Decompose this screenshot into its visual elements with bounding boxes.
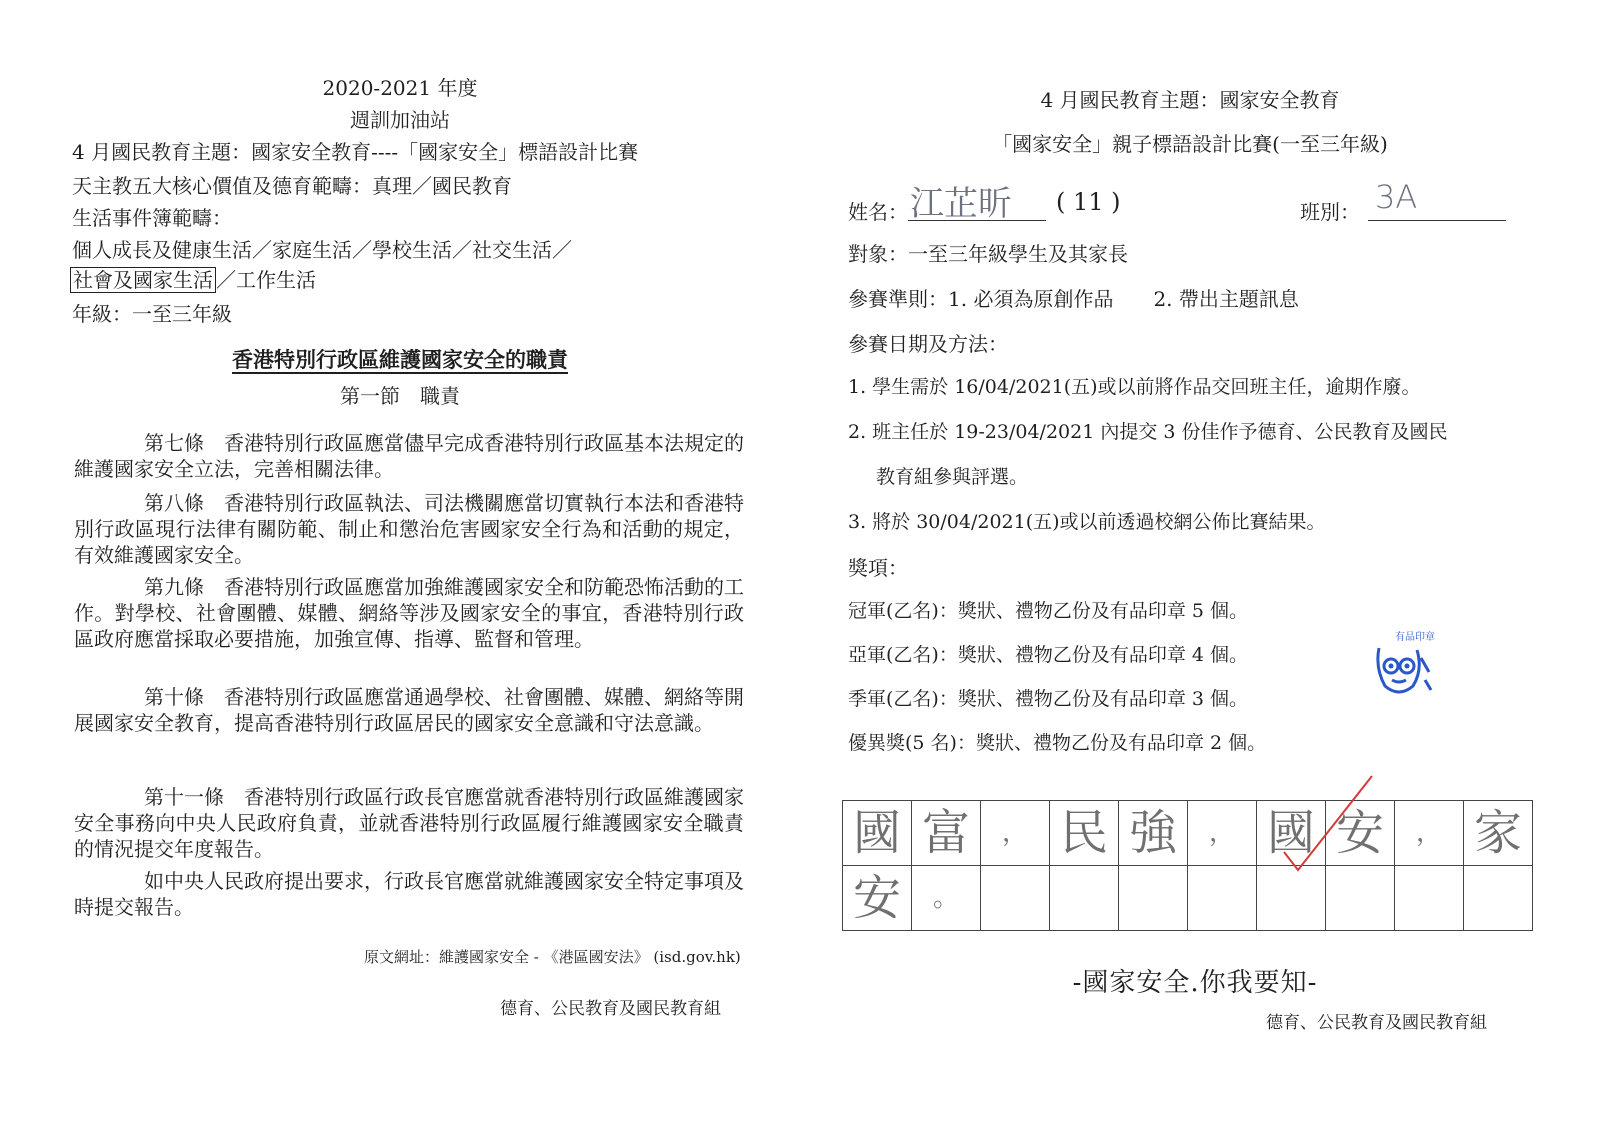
slogan-cell: 安 <box>1326 801 1395 866</box>
slogan-cell: ， <box>1395 801 1464 866</box>
life-events-row2 <box>70 264 316 293</box>
class-number: ( 11 ) <box>1056 188 1121 216</box>
source-link[interactable]: 原文網址：維護國家安全 - 《港區國安法》 (isd.gov.hk) <box>364 948 741 966</box>
slogan-cell: ， <box>1188 801 1257 866</box>
slogan-cell: 民 <box>1050 801 1119 866</box>
slogan-cell <box>1188 866 1257 931</box>
class-value: 3A <box>1375 178 1418 216</box>
section-title: 香港特別行政區維護國家安全的職責 <box>232 347 568 372</box>
article-10: 第十條 香港特別行政區應當通過學校、社會團體、媒體、網絡等開展國家安全教育，提高香港特別行政區居民的國家安全意識和守法意識。 <box>74 685 744 735</box>
slogan-cell: 。 <box>912 866 981 931</box>
slogan-cell: 安 <box>843 866 912 931</box>
values-line: 天主教五大核心價值及德育範疇：真理／國民教育 <box>72 174 512 198</box>
right-footer: 德育、公民教育及國民教育組 <box>1266 1013 1487 1033</box>
theme-line: 4 月國民教育主題：國家安全教育----「國家安全」標語設計比賽 <box>72 140 639 164</box>
article-8: 第八條 香港特別行政區執法、司法機關應當切實執行本法和香港特別行政區現行法律有關防範、制止和懲治危害國家安全行為和活動的規定，有效維護國家安全。 <box>74 491 744 567</box>
slogan-cell: 國 <box>1257 801 1326 866</box>
slogan-cell: 家 <box>1464 801 1533 866</box>
prizes-label: 獎項： <box>848 556 908 580</box>
slogan-grid <box>842 800 1533 931</box>
slogan-cell <box>1395 866 1464 931</box>
competition-title: 「國家安全」親子標語設計比賽(一至三年級) <box>992 132 1388 156</box>
left-footer: 德育、公民教育及國民教育組 <box>500 999 721 1019</box>
right-theme: 4 月國民教育主題：國家安全教育 <box>1040 88 1340 112</box>
prize-merit: 優異獎(5 名)：獎狀、禮物乙份及有品印章 2 個。 <box>848 732 1267 754</box>
prize-champion: 冠軍(乙名)：獎狀、禮物乙份及有品印章 5 個。 <box>848 600 1248 622</box>
right-page <box>800 0 1600 1132</box>
slogan-cell: 強 <box>1119 801 1188 866</box>
prize-second-runner-up: 季軍(乙名)：獎狀、禮物乙份及有品印章 3 個。 <box>848 688 1248 710</box>
prize-first-runner-up: 亞軍(乙名)：獎狀、禮物乙份及有品印章 4 個。 <box>848 644 1248 666</box>
method-label: 參賽日期及方法： <box>848 332 1008 356</box>
article-11-request: 如中央人民政府提出要求，行政長官應當就維護國家安全特定事項及時提交報告。 <box>74 869 744 919</box>
rules-line: 參賽準則：1. 必須為原創作品 2. 帶出主題訊息 <box>848 287 1299 311</box>
stamp-text: 有品印章 <box>1395 632 1435 643</box>
slogan-cell <box>981 866 1050 931</box>
subsection-title: 第一節 職責 <box>340 384 460 408</box>
year-heading: 2020-2021 年度 <box>322 76 478 100</box>
name-underline <box>908 220 1046 221</box>
article-7: 第七條 香港特別行政區應當儘早完成香港特別行政區基本法規定的維護國家安全立法，完善相關法律。 <box>74 431 744 481</box>
class-underline <box>1368 220 1506 221</box>
slogan-cell <box>1119 866 1188 931</box>
name-label: 姓名： <box>848 200 908 224</box>
slogan-cell <box>1464 866 1533 931</box>
name-value: 江芷昕 <box>910 184 1012 224</box>
method-3: 3. 將於 30/04/2021(五)或以前透過校網公佈比賽結果。 <box>848 511 1326 533</box>
slogan-cell: ， <box>981 801 1050 866</box>
article-11: 第十一條 香港特別行政區行政長官應當就香港特別行政區維護國家安全事務向中央人民政府負責，並就香港特別行政區履行維護國家安全職責的情況提交年度報告。 <box>74 785 744 861</box>
slogan-cell: 富 <box>912 801 981 866</box>
check-mark-icon <box>1280 770 1380 884</box>
life-events-row1: 個人成長及健康生活／家庭生活／學校生活／社交生活／ <box>72 238 572 262</box>
slogan-cell <box>1050 866 1119 931</box>
article-9: 第九條 香港特別行政區應當加強維護國家安全和防範恐怖活動的工作。對學校、社會團體、媒體、網絡等涉及國家安全的事宜，香港特別行政區政府應當採取必要措施，加強宣傳、指導、監督和管理。 <box>74 575 744 651</box>
method-2: 2. 班主任於 19-23/04/2021 內提交 3 份佳作予德育、公民教育及國民 <box>848 421 1448 443</box>
life-events-rest: ／工作生活 <box>216 268 316 292</box>
method-1: 1. 學生需於 16/04/2021(五)或以前將作品交回班主任，逾期作廢。 <box>848 376 1421 398</box>
life-events-selected: 社會及國家生活 <box>70 267 216 293</box>
motto: -國家安全.你我要知- <box>1072 968 1318 998</box>
class-label: 班別： <box>1300 200 1360 224</box>
life-events-label: 生活事件簿範疇： <box>72 206 232 230</box>
stamp-icon <box>1365 628 1435 708</box>
method-2-cont: 教育組參與評選。 <box>876 466 1029 488</box>
target-line: 對象：一至三年級學生及其家長 <box>848 242 1128 266</box>
program-heading: 週訓加油站 <box>350 108 450 132</box>
grade-line: 年級：一至三年級 <box>72 302 232 326</box>
slogan-cell: 國 <box>843 801 912 866</box>
